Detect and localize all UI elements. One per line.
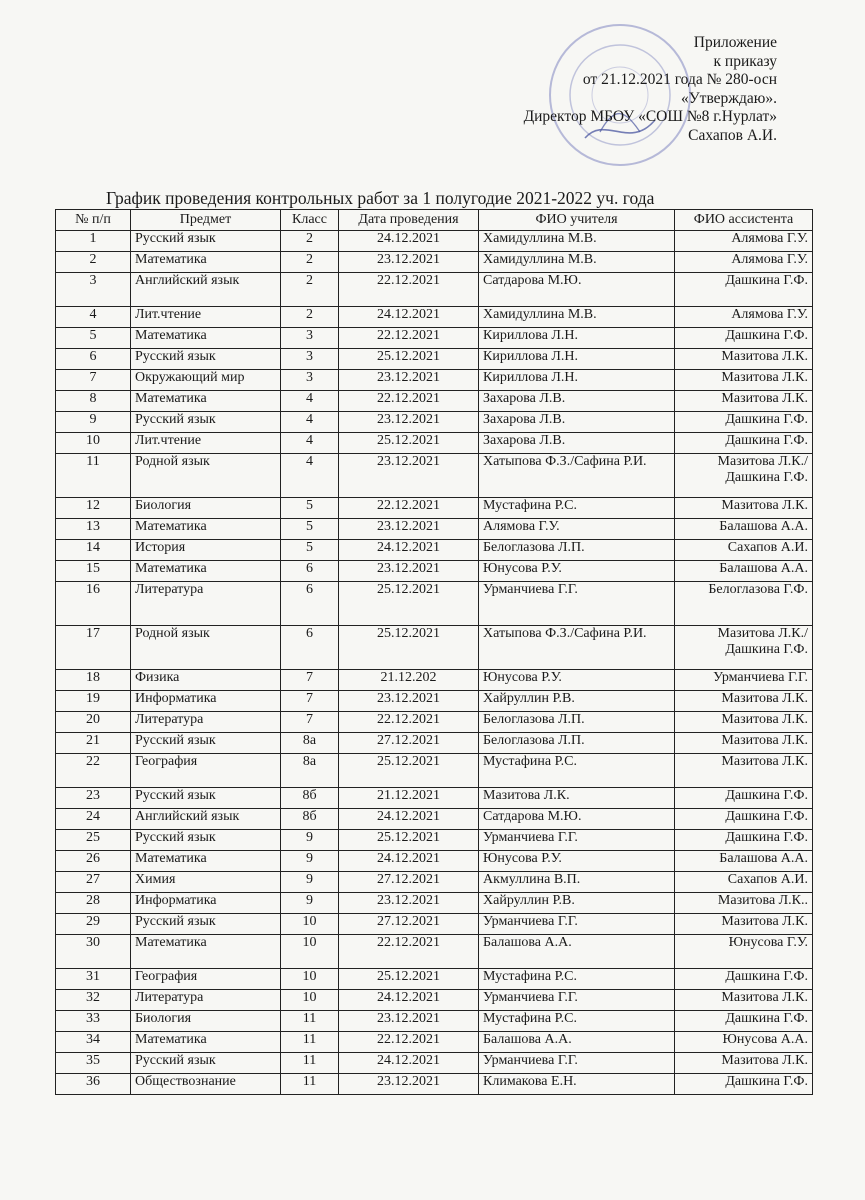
table-row (56, 231, 813, 252)
table-row (56, 498, 813, 519)
row-assistant: Мазитова Л.К. (675, 990, 813, 1011)
row-class: 11 (281, 1011, 339, 1032)
row-assistant: Сахапов А.И. (675, 540, 813, 561)
table-row (56, 328, 813, 349)
row-class: 11 (281, 1074, 339, 1095)
row-date: 27.12.2021 (339, 914, 479, 935)
table-row (56, 561, 813, 582)
table-row (56, 519, 813, 540)
table-row (56, 412, 813, 433)
row-subject: Окружающий мир (131, 370, 281, 391)
row-assistant: Мазитова Л.К./ Дашкина Г.Ф. (675, 626, 813, 670)
row-teacher: Урманчиева Г.Г. (479, 1053, 675, 1074)
row-teacher: Захарова Л.В. (479, 412, 675, 433)
row-number: 2 (56, 252, 131, 273)
table-body (56, 231, 813, 1095)
row-subject: Математика (131, 328, 281, 349)
table-row (56, 990, 813, 1011)
row-number: 25 (56, 830, 131, 851)
table-row (56, 809, 813, 830)
row-number: 26 (56, 851, 131, 872)
row-date: 23.12.2021 (339, 519, 479, 540)
row-teacher: Алямова Г.У. (479, 519, 675, 540)
row-assistant: Дашкина Г.Ф. (675, 830, 813, 851)
row-date: 24.12.2021 (339, 307, 479, 328)
row-class: 2 (281, 231, 339, 252)
row-assistant: Балашова А.А. (675, 561, 813, 582)
table-header-row (56, 210, 813, 231)
row-date: 24.12.2021 (339, 1053, 479, 1074)
row-number: 1 (56, 231, 131, 252)
row-assistant: Дашкина Г.Ф. (675, 412, 813, 433)
row-class: 6 (281, 582, 339, 626)
row-date: 23.12.2021 (339, 412, 479, 433)
table-row (56, 433, 813, 454)
row-date: 23.12.2021 (339, 561, 479, 582)
row-date: 24.12.2021 (339, 231, 479, 252)
row-assistant: Дашкина Г.Ф. (675, 1011, 813, 1032)
table-row (56, 540, 813, 561)
row-number: 21 (56, 733, 131, 754)
row-number: 23 (56, 788, 131, 809)
row-subject: Русский язык (131, 830, 281, 851)
row-date: 25.12.2021 (339, 582, 479, 626)
row-date: 22.12.2021 (339, 498, 479, 519)
table-row (56, 893, 813, 914)
row-class: 3 (281, 349, 339, 370)
table-row (56, 691, 813, 712)
row-class: 6 (281, 561, 339, 582)
row-assistant: Дашкина Г.Ф. (675, 788, 813, 809)
row-assistant: Дашкина Г.Ф. (675, 969, 813, 990)
table-row (56, 788, 813, 809)
row-assistant: Урманчиева Г.Г. (675, 670, 813, 691)
row-number: 33 (56, 1011, 131, 1032)
row-subject: Математика (131, 519, 281, 540)
table-row (56, 626, 813, 670)
row-date: 24.12.2021 (339, 540, 479, 561)
row-subject: Обществознание (131, 1074, 281, 1095)
table-row (56, 914, 813, 935)
row-number: 8 (56, 391, 131, 412)
row-class: 4 (281, 412, 339, 433)
row-assistant: Мазитова Л.К. (675, 391, 813, 412)
row-assistant: Дашкина Г.Ф. (675, 273, 813, 307)
row-teacher: Климакова Е.Н. (479, 1074, 675, 1095)
row-subject: География (131, 754, 281, 788)
row-teacher: Хамидуллина М.В. (479, 307, 675, 328)
row-number: 15 (56, 561, 131, 582)
header-line: от 21.12.2021 года № 280-осн (582, 71, 777, 88)
row-number: 10 (56, 433, 131, 454)
row-assistant: Дашкина Г.Ф. (675, 1074, 813, 1095)
row-assistant: Юнусова Г.У. (675, 935, 813, 969)
row-date: 23.12.2021 (339, 1074, 479, 1095)
table-row (56, 1011, 813, 1032)
header-line: «Утверждаю». (680, 89, 777, 107)
row-subject: Математика (131, 935, 281, 969)
row-teacher: Урманчиева Г.Г. (479, 914, 675, 935)
row-class: 11 (281, 1053, 339, 1074)
row-teacher: Мустафина Р.С. (479, 754, 675, 788)
row-number: 19 (56, 691, 131, 712)
row-date: 25.12.2021 (339, 830, 479, 851)
row-assistant: Дашкина Г.Ф. (675, 328, 813, 349)
row-number: 22 (56, 754, 131, 788)
row-subject: Русский язык (131, 1053, 281, 1074)
table-row (56, 670, 813, 691)
row-date: 22.12.2021 (339, 1032, 479, 1053)
row-assistant: Мазитова Л.К. (675, 914, 813, 935)
row-assistant: Юнусова А.А. (675, 1032, 813, 1053)
row-number: 3 (56, 273, 131, 307)
table-row (56, 969, 813, 990)
row-class: 4 (281, 433, 339, 454)
row-assistant: Мазитова Л.К. (675, 712, 813, 733)
table-row (56, 1032, 813, 1053)
row-class: 10 (281, 969, 339, 990)
row-teacher: Кириллова Л.Н. (479, 328, 675, 349)
row-number: 11 (56, 454, 131, 498)
row-subject: Математика (131, 252, 281, 273)
col-header-teacher: ФИО учителя (479, 210, 675, 231)
row-date: 25.12.2021 (339, 754, 479, 788)
row-number: 30 (56, 935, 131, 969)
row-number: 36 (56, 1074, 131, 1095)
col-header-date: Дата проведения (339, 210, 479, 231)
table-row (56, 1074, 813, 1095)
row-subject: Русский язык (131, 914, 281, 935)
row-class: 9 (281, 830, 339, 851)
row-class: 9 (281, 872, 339, 893)
table-row (56, 872, 813, 893)
row-date: 25.12.2021 (339, 433, 479, 454)
row-assistant: Мазитова Л.К. (675, 754, 813, 788)
col-header-subject: Предмет (131, 210, 281, 231)
table-row (56, 582, 813, 626)
row-assistant: Мазитова Л.К. (675, 498, 813, 519)
row-number: 20 (56, 712, 131, 733)
row-number: 32 (56, 990, 131, 1011)
row-teacher: Урманчиева Г.Г. (479, 582, 675, 626)
row-number: 12 (56, 498, 131, 519)
row-subject: Биология (131, 498, 281, 519)
row-teacher: Кириллова Л.Н. (479, 349, 675, 370)
row-assistant: Мазитова Л.К. (675, 1053, 813, 1074)
row-teacher: Мустафина Р.С. (479, 1011, 675, 1032)
row-number: 35 (56, 1053, 131, 1074)
row-subject: Информатика (131, 691, 281, 712)
row-subject: Лит.чтение (131, 433, 281, 454)
row-subject: Родной язык (131, 626, 281, 670)
row-subject: Математика (131, 561, 281, 582)
row-assistant: Балашова А.А. (675, 851, 813, 872)
row-class: 3 (281, 370, 339, 391)
table-row (56, 1053, 813, 1074)
row-number: 18 (56, 670, 131, 691)
row-date: 21.12.202 (339, 670, 479, 691)
row-teacher: Урманчиева Г.Г. (479, 830, 675, 851)
header-line: к приказу (713, 52, 777, 70)
schedule-table (55, 209, 813, 1095)
row-assistant: Белоглазова Г.Ф. (675, 582, 813, 626)
row-class: 5 (281, 498, 339, 519)
approval-header (524, 34, 777, 145)
table-row (56, 349, 813, 370)
row-class: 11 (281, 1032, 339, 1053)
row-date: 23.12.2021 (339, 454, 479, 498)
row-class: 10 (281, 935, 339, 969)
row-class: 4 (281, 454, 339, 498)
row-date: 23.12.2021 (339, 1011, 479, 1032)
row-teacher: Балашова А.А. (479, 935, 675, 969)
row-assistant: Мазитова Л.К. (675, 733, 813, 754)
row-teacher: Захарова Л.В. (479, 433, 675, 454)
row-subject: Математика (131, 391, 281, 412)
row-subject: Математика (131, 1032, 281, 1053)
row-assistant: Алямова Г.У. (675, 307, 813, 328)
row-assistant: Мазитова Л.К. (675, 691, 813, 712)
row-subject: История (131, 540, 281, 561)
row-teacher: Хатыпова Ф.З./Сафина Р.И. (479, 454, 675, 498)
row-teacher: Урманчиева Г.Г. (479, 990, 675, 1011)
row-teacher: Хамидуллина М.В. (479, 252, 675, 273)
row-subject: Биология (131, 1011, 281, 1032)
row-class: 8а (281, 754, 339, 788)
row-number: 6 (56, 349, 131, 370)
row-class: 9 (281, 851, 339, 872)
row-date: 24.12.2021 (339, 851, 479, 872)
row-subject: Математика (131, 851, 281, 872)
row-teacher: Юнусова Р.У. (479, 561, 675, 582)
row-class: 10 (281, 990, 339, 1011)
row-number: 31 (56, 969, 131, 990)
row-class: 2 (281, 307, 339, 328)
table-row (56, 273, 813, 307)
row-class: 2 (281, 273, 339, 307)
row-assistant: Мазитова Л.К./ Дашкина Г.Ф. (675, 454, 813, 498)
row-subject: Литература (131, 990, 281, 1011)
row-number: 16 (56, 582, 131, 626)
row-date: 22.12.2021 (339, 935, 479, 969)
row-teacher: Захарова Л.В. (479, 391, 675, 412)
row-subject: Русский язык (131, 412, 281, 433)
row-number: 29 (56, 914, 131, 935)
row-subject: Литература (131, 582, 281, 626)
row-class: 5 (281, 519, 339, 540)
row-date: 22.12.2021 (339, 391, 479, 412)
row-teacher: Мазитова Л.К. (479, 788, 675, 809)
table-row (56, 370, 813, 391)
row-class: 8а (281, 733, 339, 754)
row-subject: География (131, 969, 281, 990)
row-date: 23.12.2021 (339, 370, 479, 391)
row-class: 7 (281, 691, 339, 712)
row-date: 23.12.2021 (339, 893, 479, 914)
row-class: 3 (281, 328, 339, 349)
row-teacher: Кириллова Л.Н. (479, 370, 675, 391)
row-class: 5 (281, 540, 339, 561)
row-number: 13 (56, 519, 131, 540)
table-row (56, 851, 813, 872)
row-teacher: Белоглазова Л.П. (479, 540, 675, 561)
row-teacher: Мустафина Р.С. (479, 969, 675, 990)
row-number: 27 (56, 872, 131, 893)
row-date: 27.12.2021 (339, 872, 479, 893)
row-assistant: Балашова А.А. (675, 519, 813, 540)
row-number: 28 (56, 893, 131, 914)
row-number: 9 (56, 412, 131, 433)
row-teacher: Сатдарова М.Ю. (479, 809, 675, 830)
row-number: 4 (56, 307, 131, 328)
row-teacher: Белоглазова Л.П. (479, 733, 675, 754)
row-number: 7 (56, 370, 131, 391)
row-subject: Родной язык (131, 454, 281, 498)
row-class: 8б (281, 809, 339, 830)
table-row (56, 733, 813, 754)
row-number: 24 (56, 809, 131, 830)
row-date: 27.12.2021 (339, 733, 479, 754)
table-row (56, 754, 813, 788)
row-assistant: Дашкина Г.Ф. (675, 433, 813, 454)
row-teacher: Мустафина Р.С. (479, 498, 675, 519)
table-row (56, 252, 813, 273)
row-class: 7 (281, 712, 339, 733)
row-date: 23.12.2021 (339, 252, 479, 273)
row-class: 6 (281, 626, 339, 670)
row-subject: Русский язык (131, 733, 281, 754)
row-teacher: Хайруллин Р.В. (479, 893, 675, 914)
row-date: 24.12.2021 (339, 990, 479, 1011)
table-row (56, 830, 813, 851)
row-class: 2 (281, 252, 339, 273)
row-subject: Физика (131, 670, 281, 691)
row-teacher: Юнусова Р.У. (479, 851, 675, 872)
row-assistant: Мазитова Л.К. (675, 370, 813, 391)
row-assistant: Дашкина Г.Ф. (675, 809, 813, 830)
row-number: 14 (56, 540, 131, 561)
row-subject: Русский язык (131, 788, 281, 809)
row-teacher: Балашова А.А. (479, 1032, 675, 1053)
row-teacher: Хамидуллина М.В. (479, 231, 675, 252)
row-date: 25.12.2021 (339, 969, 479, 990)
row-date: 23.12.2021 (339, 691, 479, 712)
row-class: 8б (281, 788, 339, 809)
row-subject: Литература (131, 712, 281, 733)
row-date: 21.12.2021 (339, 788, 479, 809)
document-title: График проведения контрольных работ за 1 полугодие 2021-2022 уч. года (106, 188, 655, 208)
row-subject: Русский язык (131, 349, 281, 370)
row-date: 22.12.2021 (339, 273, 479, 307)
row-subject: Английский язык (131, 809, 281, 830)
col-header-number: № п/п (56, 210, 131, 231)
row-teacher: Акмуллина В.П. (479, 872, 675, 893)
table-row (56, 712, 813, 733)
table-row (56, 307, 813, 328)
header-line: Сахапов А.И. (688, 126, 777, 144)
row-assistant: Алямова Г.У. (675, 252, 813, 273)
row-teacher: Белоглазова Л.П. (479, 712, 675, 733)
row-teacher: Хатыпова Ф.З./Сафина Р.И. (479, 626, 675, 670)
col-header-assistant: ФИО ассистента (675, 210, 813, 231)
row-date: 25.12.2021 (339, 626, 479, 670)
row-teacher: Юнусова Р.У. (479, 670, 675, 691)
row-number: 34 (56, 1032, 131, 1053)
row-assistant: Сахапов А.И. (675, 872, 813, 893)
col-header-class: Класс (281, 210, 339, 231)
row-date: 25.12.2021 (339, 349, 479, 370)
row-class: 4 (281, 391, 339, 412)
row-number: 17 (56, 626, 131, 670)
row-subject: Английский язык (131, 273, 281, 307)
row-assistant: Алямова Г.У. (675, 231, 813, 252)
row-assistant: Мазитова Л.К. (675, 349, 813, 370)
row-subject: Химия (131, 872, 281, 893)
row-subject: Русский язык (131, 231, 281, 252)
row-class: 10 (281, 914, 339, 935)
row-subject: Лит.чтение (131, 307, 281, 328)
row-class: 9 (281, 893, 339, 914)
table-row (56, 935, 813, 969)
row-class: 7 (281, 670, 339, 691)
table-row (56, 391, 813, 412)
table-row (56, 454, 813, 498)
row-number: 5 (56, 328, 131, 349)
header-line: Приложение (693, 34, 777, 51)
row-assistant: Мазитова Л.К.. (675, 893, 813, 914)
row-subject: Информатика (131, 893, 281, 914)
row-teacher: Сатдарова М.Ю. (479, 273, 675, 307)
row-teacher: Хайруллин Р.В. (479, 691, 675, 712)
row-date: 22.12.2021 (339, 712, 479, 733)
row-date: 22.12.2021 (339, 328, 479, 349)
header-line: Директор МБОУ «СОШ №8 г.Нурлат» (523, 108, 777, 125)
row-date: 24.12.2021 (339, 809, 479, 830)
